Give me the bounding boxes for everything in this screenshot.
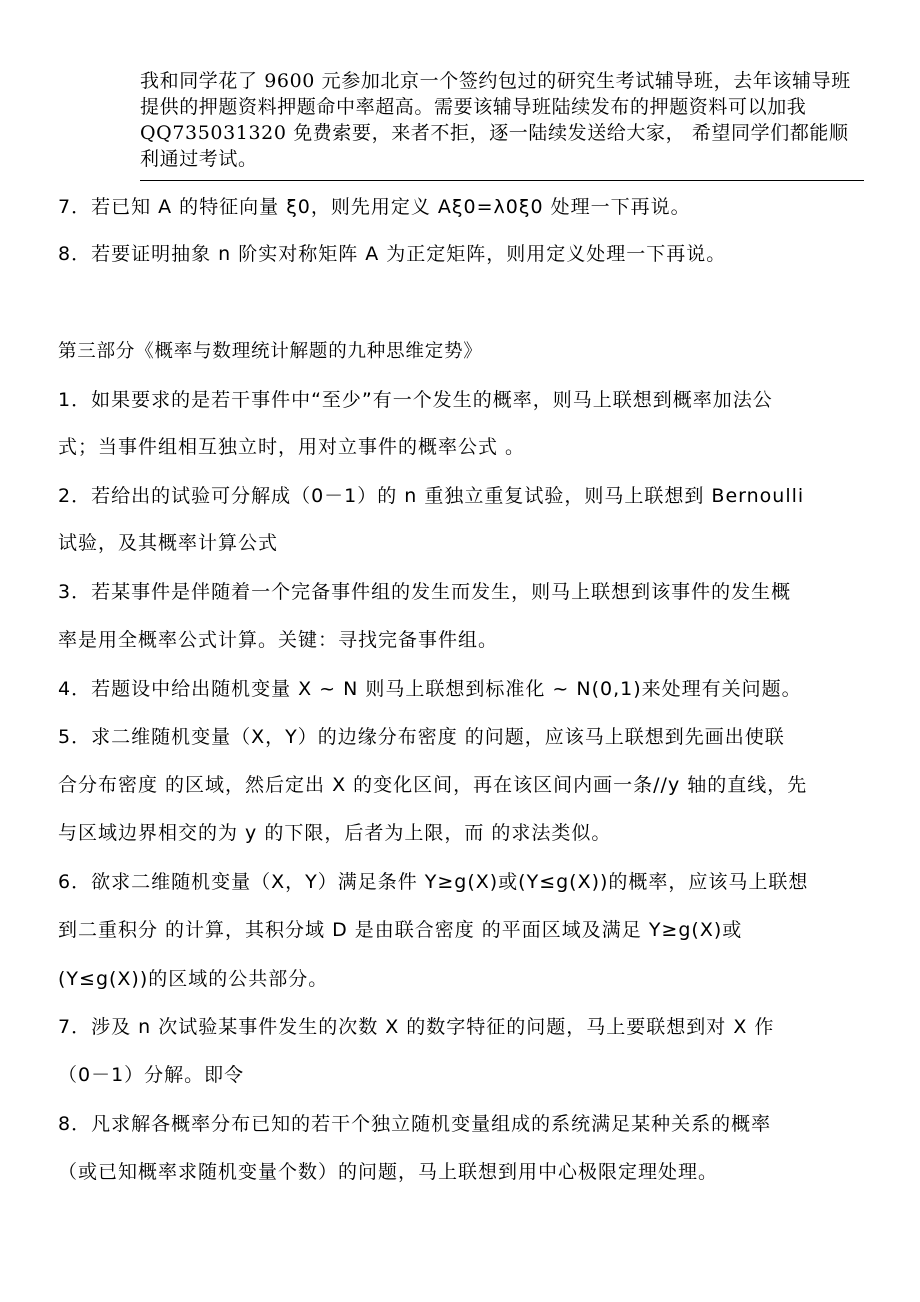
paragraph-line: 7．涉及 n 次试验某事件发生的次数 X 的数字特征的问题，马上要联想到对 X 作 xyxy=(58,1016,775,1038)
paragraph-line: 试验，及其概率计算公式 xyxy=(58,532,279,554)
linear-algebra-tip-8: 8．若要证明抽象 n 阶实对称矩阵 A 为正定矩阵，则用定义处理一下再说。 xyxy=(58,243,727,265)
header-divider xyxy=(140,180,864,181)
promo-paragraph: 我和同学花了 9600 元参加北京一个签约包过的研究生考试辅导班，去年该辅导班提供的押题资料押题命中率超高。需要该辅导班陆续发布的押题资料可以加我 QQ735031320 免费索要，来者不拒，逐一陆续发送给大家， 希望同学们都能顺利通过考试。 xyxy=(140,70,851,170)
paragraph-line: 8．凡求解各概率分布已知的若干个独立随机变量组成的系统满足某种关系的概率 xyxy=(58,1113,772,1135)
paragraph-line: 与区域边界相交的为 y 的下限，后者为上限，而 的求法类似。 xyxy=(58,822,612,844)
paragraph-line: 4．若题设中给出随机变量 X ~ N 则马上联想到标准化 ~ N(0,1)来处理有关问题。 xyxy=(58,678,802,700)
linear-algebra-tip-7: 7．若已知 A 的特征向量 ξ0，则先用定义 Aξ0=λ0ξ0 处理一下再说。 xyxy=(58,196,691,218)
paragraph-line: 6．欲求二维随机变量（X，Y）满足条件 Y≥g(X)或(Y≤g(X))的概率，应该马上联想 xyxy=(58,871,809,893)
paragraph-line: 3．若某事件是伴随着一个完备事件组的发生而发生，则马上联想到该事件的发生概 xyxy=(58,581,792,603)
paragraph-line: 5．求二维随机变量（X，Y）的边缘分布密度 的问题，应该马上联想到先画出使联 xyxy=(58,726,785,748)
paragraph-line: 2．若给出的试验可分解成（0－1）的 n 重独立重复试验，则马上联想到 Bernoulli xyxy=(58,485,805,507)
paragraph-line: 率是用全概率公式计算。关键：寻找完备事件组。 xyxy=(58,629,499,651)
paragraph-line: （0－1）分解。即令 xyxy=(58,1064,245,1086)
paragraph-line: 式；当事件组相互独立时，用对立事件的概率公式 。 xyxy=(58,436,526,458)
section-heading: 第三部分《概率与数理统计解题的九种思维定势》 xyxy=(58,341,483,362)
paragraph-line: （或已知概率求随机变量个数）的问题，马上联想到用中心极限定理处理。 xyxy=(58,1161,719,1183)
paragraph-line: 1．如果要求的是若干事件中“至少”有一个发生的概率，则马上联想到概率加法公 xyxy=(58,389,773,411)
paragraph-line: 合分布密度 的区域，然后定出 X 的变化区间，再在该区间内画一条//y 轴的直线，先 xyxy=(58,774,808,796)
paragraph-line: 到二重积分 的计算，其积分域 D 是由联合密度 的平面区域及满足 Y≥g(X)或 xyxy=(58,919,743,941)
paragraph-line: (Y≤g(X))的区域的公共部分。 xyxy=(58,968,329,990)
